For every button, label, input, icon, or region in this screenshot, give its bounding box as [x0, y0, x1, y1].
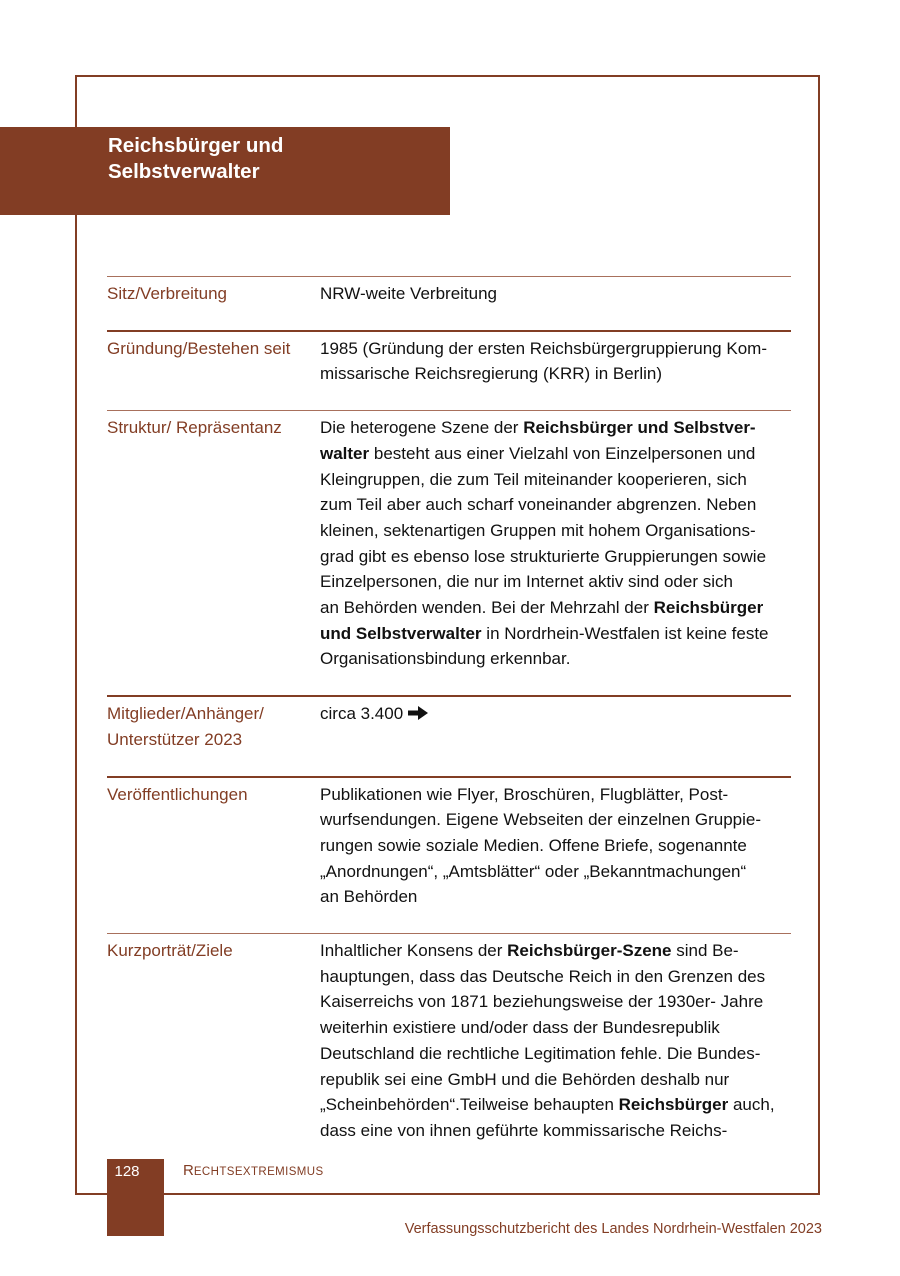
emphasis: Reichsbürger-Szene	[507, 941, 672, 961]
emphasis: Reichsbürger	[653, 598, 764, 618]
arrow-right-icon	[407, 705, 429, 721]
row-label: Kurzporträt/Ziele	[107, 941, 233, 961]
emphasis: walter	[320, 443, 370, 463]
table-row-sitz	[107, 276, 791, 330]
row-value: Die heterogene Szene der Reichsbürger und Selbstver- walter besteht aus einer Vielzahl von Einzelpersonen und Kleingruppen, die zum Teil miteinander kooperieren, sich zum Teil aber auch scharf voneinander abgrenzen. Neben kleinen, sektenartigen Gruppen mit hohem Organisations- grad gibt es ebenso lose strukturierte Gruppierungen sowie Einzelpersonen, die nur im Internet aktiv sind oder sich an Behörden wenden. Bei der Mehrzahl der Reichsbürger und Selbstverwalter in Nordrhein-Westfalen ist keine feste Organisationsbindung erkennbar.	[320, 418, 769, 669]
row-label: Struktur/ Repräsentanz	[107, 418, 282, 438]
table-row-struktur	[107, 410, 791, 695]
member-count: circa 3.400	[320, 704, 404, 724]
emphasis: Reichsbürger	[618, 1095, 729, 1115]
table-row-kurzportraet	[107, 933, 791, 1167]
emphasis: und Selbstverwalter	[320, 623, 482, 643]
row-value: Inhaltlicher Konsens der Reichsbürger-Szene sind Be- hauptungen, dass das Deutsche Reich in den Grenzen des Kaiserreichs von 1871 beziehungsweise der 1930er- Jahre weiterhin existiere und/oder dass der Bundesrepublik Deutschland die rechtliche Legitimation fehle. Die Bundes- republik sei eine GmbH und die Behörden deshalb nur „Scheinbehörden“.Teilweise behaupten Reichsbürger auch, dass eine von ihnen geführte kommissarische Reichs-	[320, 941, 775, 1140]
row-label: Veröffentlichungen	[107, 784, 248, 804]
page-number: 128	[114, 1163, 140, 1180]
fact-table	[107, 276, 791, 1167]
section-name: RECHTSEXTREMISMUS	[183, 1162, 324, 1179]
row-label: Gründung/Bestehen seit	[107, 338, 291, 358]
table-row-veroeffentlichungen	[107, 776, 791, 934]
row-value: NRW-weite Verbreitung	[320, 284, 498, 303]
emphasis: Reichsbürger und Selbstver-	[523, 418, 756, 438]
publication-footer: Verfassungsschutzbericht des Landes Nordrhein-Westfalen 2023	[404, 1221, 822, 1237]
page-title-line-2: Selbstverwalter	[108, 160, 260, 183]
row-value	[320, 701, 791, 752]
table-row-mitglieder	[107, 695, 791, 775]
page-title-line-1: Reichsbürger und	[108, 134, 284, 157]
row-label: Mitglieder/Anhänger/ Unterstützer 2023	[107, 704, 264, 749]
row-value: Publikationen wie Flyer, Broschüren, Flugblätter, Post- wurfsendungen. Eigene Webseiten der einzelnen Gruppie- rungen sowie soziale Medien. Offene Briefe, sogenannte „Anordnungen“, „Amtsblätter“ oder „Bekanntmachungen“ an Behörden	[320, 784, 762, 907]
title-banner	[0, 127, 450, 215]
row-label: Sitz/Verbreitung	[107, 284, 228, 303]
row-value: 1985 (Gründung der ersten Reichsbürgergruppierung Kom- missarische Reichsregierung (KRR) in Berlin)	[320, 338, 767, 384]
table-row-gruendung	[107, 330, 791, 410]
